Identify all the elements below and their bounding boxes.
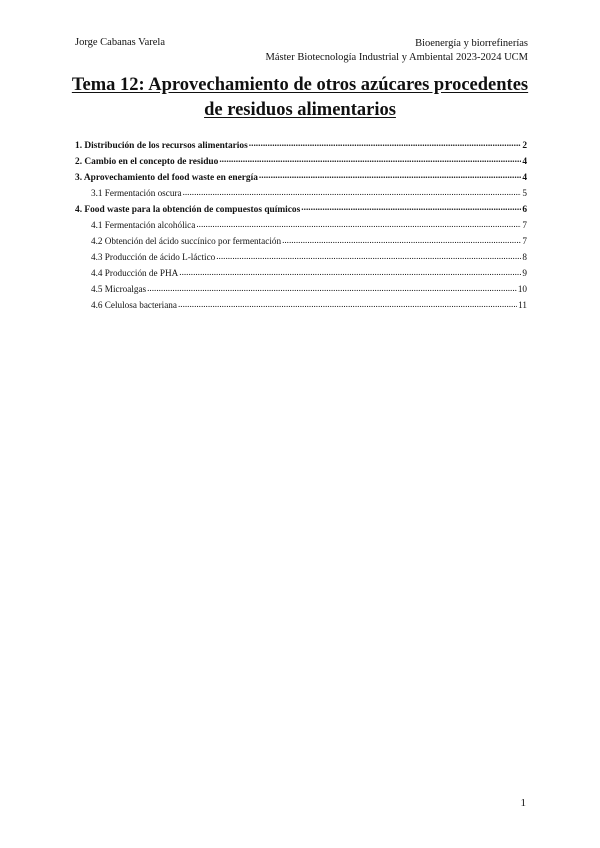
toc-label: 3.1 Fermentación oscura bbox=[91, 188, 182, 198]
toc-leader bbox=[178, 298, 517, 308]
toc-page-number: 8 bbox=[522, 252, 527, 262]
header-right-block bbox=[266, 37, 528, 65]
toc-entry-2[interactable] bbox=[75, 154, 527, 170]
toc-entry-3[interactable] bbox=[75, 170, 527, 186]
header-program: Máster Biotecnología Industrial y Ambiental 2023-2024 UCM bbox=[265, 52, 528, 63]
toc-leader bbox=[196, 218, 521, 228]
toc-page-number: 7 bbox=[522, 220, 527, 230]
toc-page-number: 11 bbox=[518, 300, 527, 310]
toc-entry-4-1[interactable] bbox=[75, 218, 527, 234]
toc-page-number: 9 bbox=[522, 268, 527, 278]
title-line-2: de residuos alimentarios bbox=[204, 100, 396, 120]
toc-label: 4.5 Microalgas bbox=[91, 284, 147, 294]
toc-label: 1. Distribución de los recursos alimentarios bbox=[75, 141, 248, 151]
toc-entry-4-4[interactable] bbox=[75, 266, 527, 282]
toc-leader bbox=[282, 234, 521, 244]
toc-page-number: 5 bbox=[522, 188, 527, 198]
toc-leader bbox=[249, 138, 522, 148]
toc-label: 4.4 Producción de PHA bbox=[91, 268, 179, 278]
toc-entry-3-1[interactable] bbox=[75, 186, 527, 202]
toc-entry-4-6[interactable] bbox=[75, 298, 527, 314]
toc-entry-4-2[interactable] bbox=[75, 234, 527, 250]
toc-page-number: 10 bbox=[517, 284, 527, 294]
toc-leader bbox=[219, 154, 521, 164]
toc-page-number: 7 bbox=[522, 236, 527, 246]
title-line-1: Tema 12: Aprovechamiento de otros azúcares procedentes bbox=[71, 75, 529, 95]
toc-entry-1[interactable] bbox=[75, 138, 527, 154]
toc-label: 4.2 Obtención del ácido succínico por fermentación bbox=[91, 236, 282, 246]
toc-page-number: 4 bbox=[522, 173, 527, 183]
toc-label: 3. Aprovechamiento del food waste en energía bbox=[75, 173, 258, 183]
toc-leader bbox=[259, 170, 521, 180]
toc-leader bbox=[147, 282, 517, 292]
toc-page-number: 4 bbox=[522, 157, 527, 167]
header-author: Jorge Cabanas Varela bbox=[75, 37, 165, 48]
toc-label: 4.1 Fermentación alcohólica bbox=[91, 220, 196, 230]
document-title bbox=[60, 73, 540, 123]
toc-entry-4-3[interactable] bbox=[75, 250, 527, 266]
toc-page-number: 6 bbox=[522, 205, 527, 215]
toc-page-number: 2 bbox=[522, 141, 527, 151]
page-number: 1 bbox=[520, 797, 526, 809]
toc-leader bbox=[183, 186, 522, 196]
header-course: Bioenergía y biorrefinerías bbox=[415, 38, 528, 49]
toc-label: 4. Food waste para la obtención de compuestos químicos bbox=[75, 205, 301, 215]
toc-label: 2. Cambio en el concepto de residuo bbox=[75, 157, 219, 167]
table-of-contents bbox=[75, 138, 527, 314]
toc-leader bbox=[179, 266, 521, 276]
toc-label: 4.3 Producción de ácido L-láctico bbox=[91, 252, 216, 262]
toc-entry-4-5[interactable] bbox=[75, 282, 527, 298]
toc-label: 4.6 Celulosa bacteriana bbox=[91, 300, 177, 310]
toc-leader bbox=[216, 250, 521, 260]
toc-entry-4[interactable] bbox=[75, 202, 527, 218]
toc-leader bbox=[301, 202, 521, 212]
